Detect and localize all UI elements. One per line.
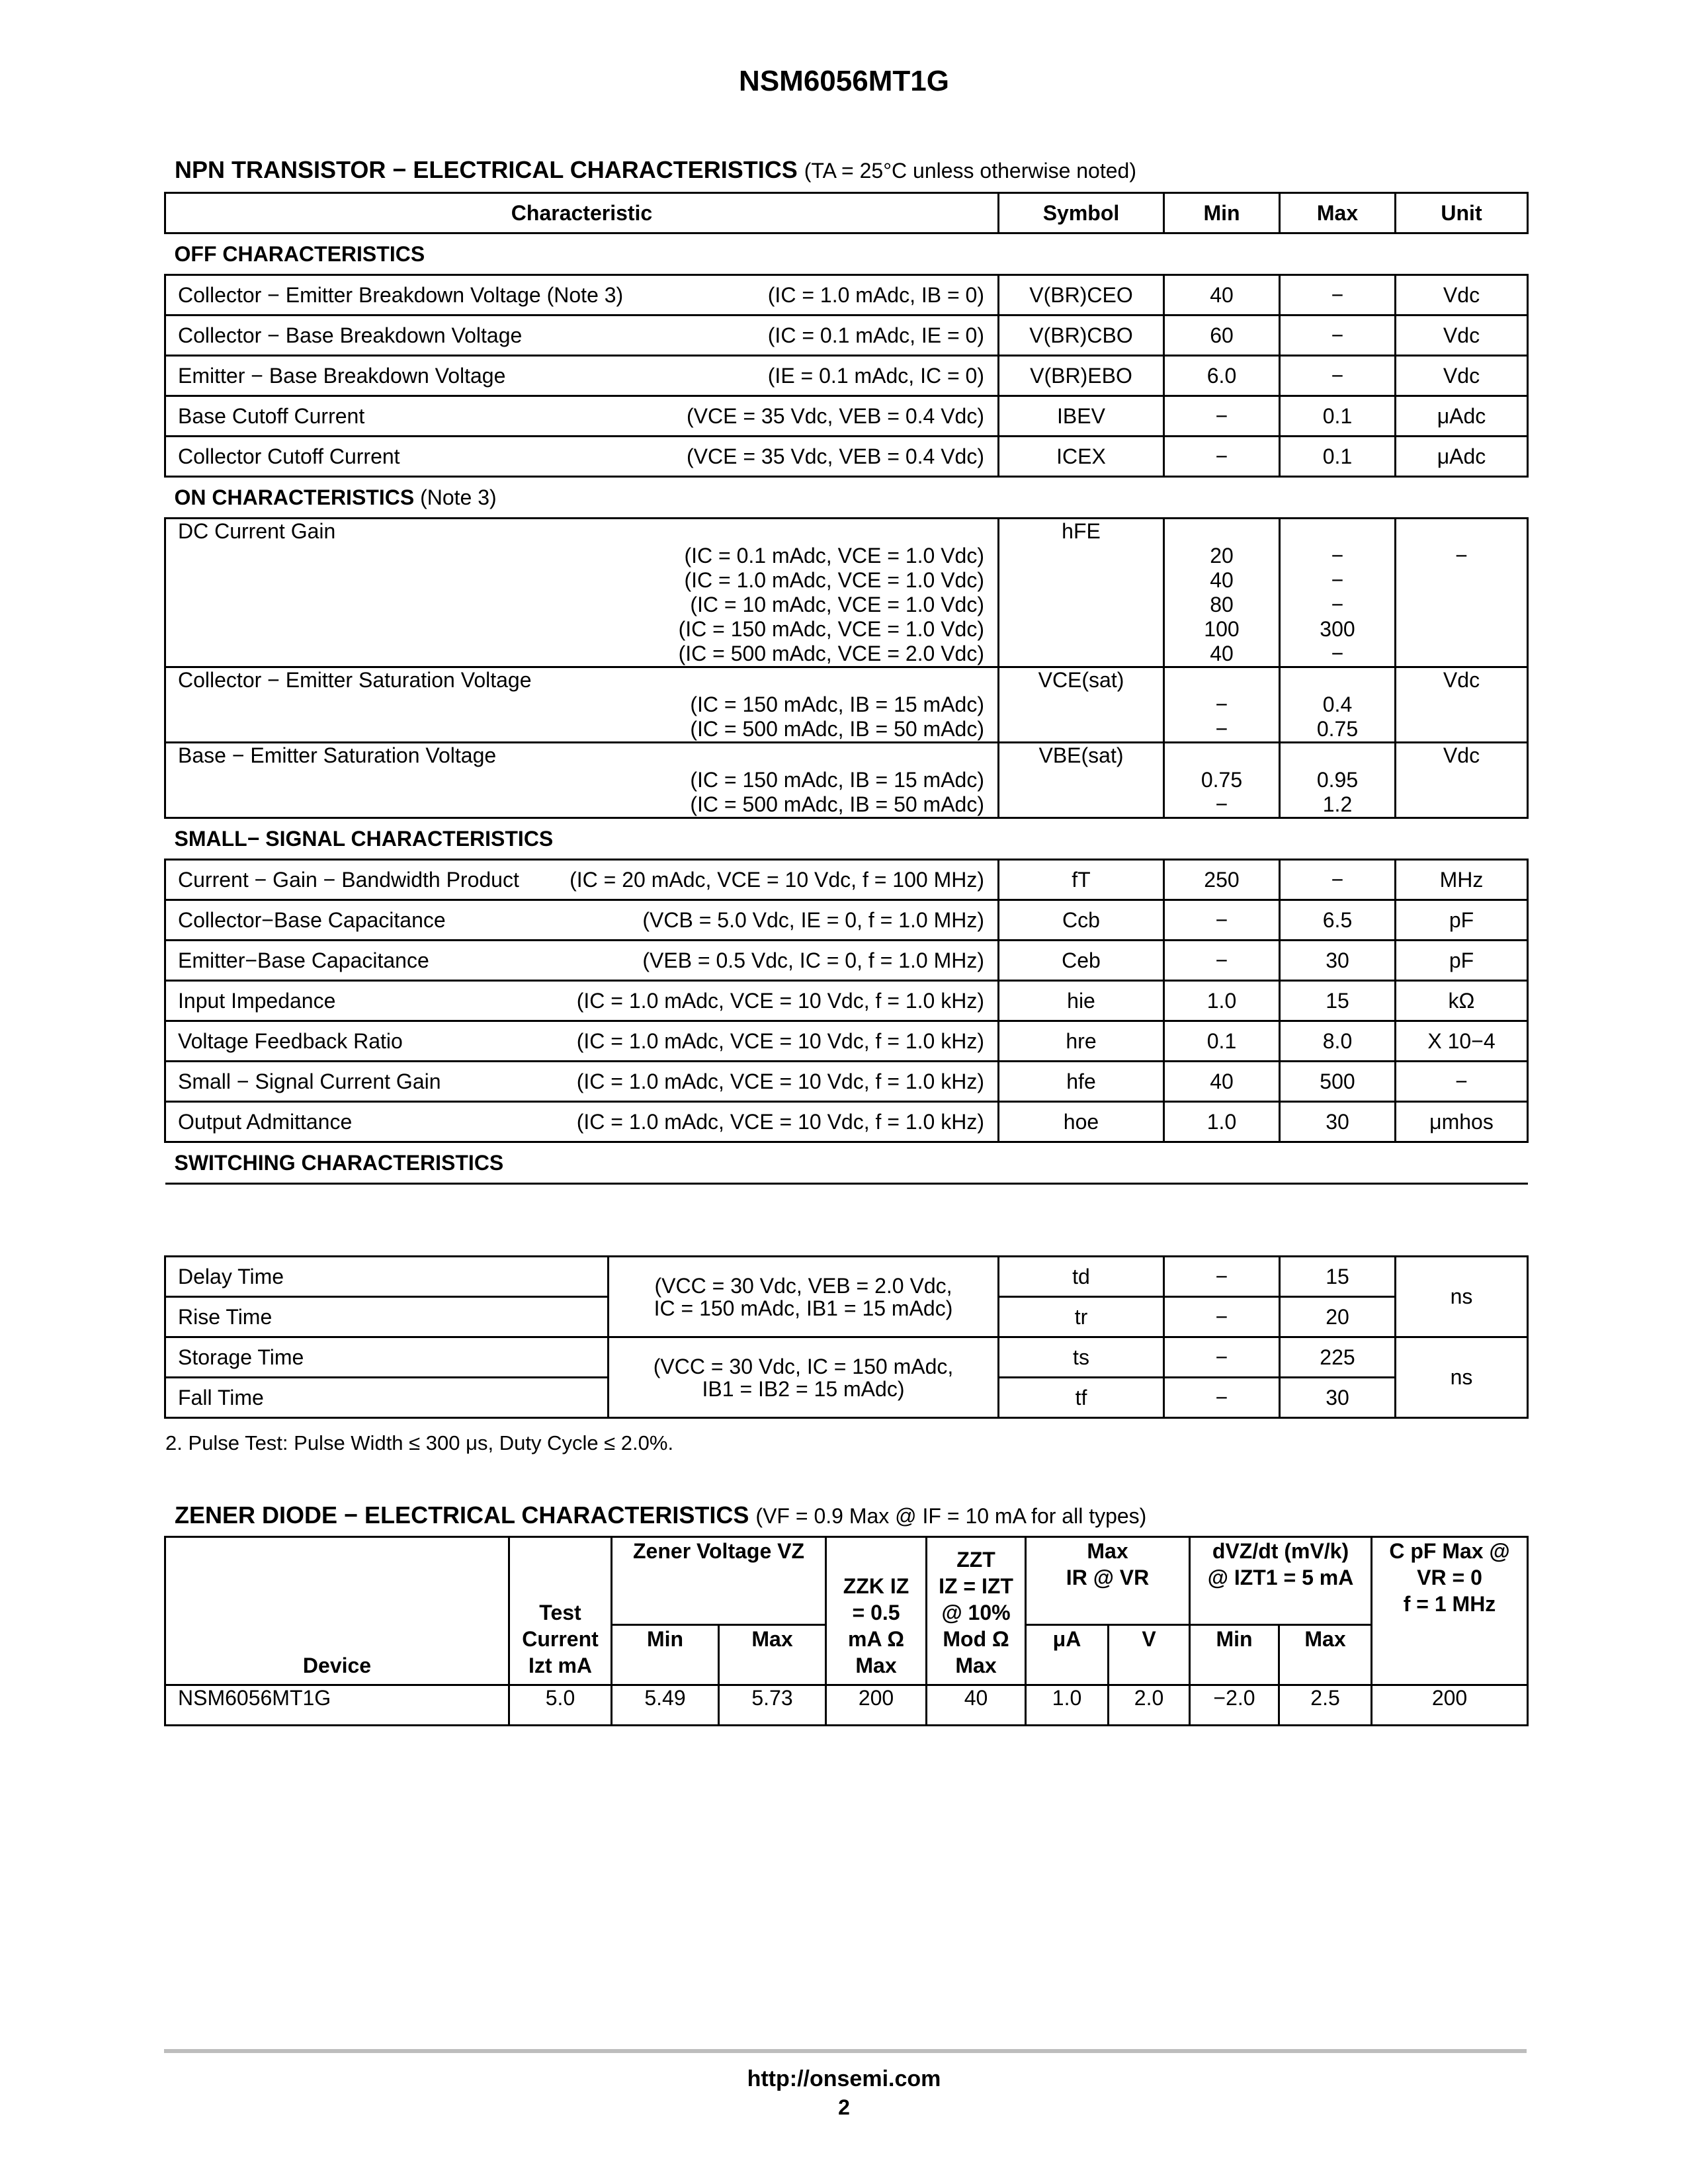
unit: μAdc — [1396, 437, 1528, 477]
zener-col-capacitance: C pF Max @ VR = 0 f = 1 MHz — [1372, 1537, 1528, 1685]
table-row — [165, 981, 1528, 1021]
min: − — [1164, 1378, 1280, 1418]
symbol: V(BR)EBO — [999, 356, 1164, 396]
max: − — [1280, 860, 1396, 900]
min: − — [1215, 792, 1228, 816]
zener-col-ir: Max IR @ VR — [1026, 1537, 1190, 1625]
max: 15 — [1280, 981, 1396, 1021]
footer-url[interactable]: http://onsemi.com — [747, 2066, 941, 2091]
zener-zzt: 40 — [927, 1685, 1026, 1726]
char-cond: (IC = 10 mAdc, VCE = 1.0 Vdc) — [690, 593, 984, 616]
table-row — [165, 1257, 1528, 1297]
switching-heading: SWITCHING CHARACTERISTICS — [165, 1142, 1528, 1184]
unit: ns — [1396, 1257, 1528, 1337]
char-name: Base − Emitter Saturation Voltage — [178, 743, 497, 767]
min: 1.0 — [1164, 981, 1280, 1021]
zener-col-vz-max: Max — [719, 1625, 826, 1685]
unit: − — [1455, 544, 1468, 567]
char-cond: (IC = 0.1 mAdc, IE = 0) — [767, 323, 984, 347]
min: 40 — [1210, 642, 1234, 665]
zener-col-zzk: ZZK IZ = 0.5 mA Ω Max — [826, 1537, 927, 1685]
char-cond: (IC = 1.0 mAdc, IB = 0) — [767, 282, 984, 307]
symbol: td — [999, 1257, 1164, 1297]
char-name: Collector Cutoff Current — [178, 444, 400, 468]
table-row — [165, 437, 1528, 477]
char-name: Collector − Emitter Saturation Voltage — [178, 668, 532, 692]
col-min: Min — [1164, 193, 1280, 233]
max: − — [1280, 315, 1396, 356]
footer-divider — [164, 2049, 1527, 2053]
unit: pF — [1396, 941, 1528, 981]
max: 30 — [1280, 1102, 1396, 1142]
min: 250 — [1164, 860, 1280, 900]
small-signal-heading: SMALL− SIGNAL CHARACTERISTICS — [165, 818, 1528, 860]
max: 0.75 — [1316, 717, 1359, 741]
zener-title-conditions: (VF = 0.9 Max @ IF = 10 mA for all types) — [755, 1504, 1147, 1528]
char-name: Storage Time — [165, 1337, 609, 1378]
zener-dvz-min: −2.0 — [1190, 1685, 1279, 1726]
zener-capacitance: 200 — [1372, 1685, 1528, 1726]
max: − — [1280, 356, 1396, 396]
char-cond: (IC = 150 mAdc, VCE = 1.0 Vdc) — [678, 617, 984, 641]
footnote: 2. Pulse Test: Pulse Width ≤ 300 μs, Duty Cycle ≤ 2.0%. — [165, 1431, 674, 1454]
char-name: Input Impedance — [178, 988, 336, 1013]
max: 500 — [1280, 1062, 1396, 1102]
zener-vz-min: 5.49 — [612, 1685, 719, 1726]
char-name: Base Cutoff Current — [178, 403, 365, 428]
min: − — [1164, 941, 1280, 981]
char-name: DC Current Gain — [178, 519, 336, 543]
min: − — [1164, 900, 1280, 941]
max: 225 — [1280, 1337, 1396, 1378]
symbol: tr — [999, 1297, 1164, 1337]
min: 80 — [1210, 593, 1234, 616]
symbol: hFE — [999, 519, 1164, 667]
table-row — [165, 519, 1528, 667]
unit: X 10−4 — [1396, 1021, 1528, 1062]
zener-title: ZENER DIODE − ELECTRICAL CHARACTERISTICS — [175, 1501, 749, 1529]
zener-zzk: 200 — [826, 1685, 927, 1726]
max: 20 — [1280, 1297, 1396, 1337]
zener-col-ir-ua: μA — [1026, 1625, 1109, 1685]
symbol: VBE(sat) — [999, 743, 1164, 818]
npn-title-conditions: (TA = 25°C unless otherwise noted) — [804, 159, 1136, 183]
char-cond: (IC = 1.0 mAdc, VCE = 10 Vdc, f = 1.0 kHz) — [576, 1029, 984, 1053]
char-cond: (IE = 0.1 mAdc, IC = 0) — [767, 363, 984, 388]
char-cond: (IC = 20 mAdc, VCE = 10 Vdc, f = 100 MHz) — [570, 867, 984, 892]
max: 30 — [1280, 1378, 1396, 1418]
char-name: Fall Time — [165, 1378, 609, 1418]
min: 20 — [1210, 544, 1234, 567]
zener-vz-max: 5.73 — [719, 1685, 826, 1726]
table-row — [165, 1337, 1528, 1378]
symbol: fT — [999, 860, 1164, 900]
min: − — [1215, 693, 1228, 716]
min: 0.75 — [1201, 768, 1243, 792]
zener-col-dvz-max: Max — [1279, 1625, 1372, 1685]
col-characteristic: Characteristic — [165, 193, 999, 233]
min: 40 — [1210, 568, 1234, 592]
zener-vr: 2.0 — [1109, 1685, 1190, 1726]
min: 0.1 — [1164, 1021, 1280, 1062]
page-number: 2 — [838, 2095, 850, 2119]
symbol: hfe — [999, 1062, 1164, 1102]
table-row — [165, 396, 1528, 437]
zener-col-zzt: ZZT IZ = IZT @ 10% Mod Ω Max — [927, 1537, 1026, 1685]
max: 30 — [1280, 941, 1396, 981]
min: − — [1164, 396, 1280, 437]
char-cond: (VCE = 35 Vdc, VEB = 0.4 Vdc) — [687, 444, 984, 468]
unit: Vdc — [1396, 356, 1528, 396]
unit: Vdc — [1396, 667, 1528, 743]
min: 40 — [1164, 1062, 1280, 1102]
max: 1.2 — [1322, 792, 1353, 816]
max: 0.1 — [1280, 437, 1396, 477]
table-row — [165, 900, 1528, 941]
table-row — [165, 275, 1528, 315]
symbol: tf — [999, 1378, 1164, 1418]
char-name: Delay Time — [165, 1257, 609, 1297]
off-heading: OFF CHARACTERISTICS — [165, 233, 1528, 275]
min: − — [1164, 437, 1280, 477]
col-max: Max — [1280, 193, 1396, 233]
symbol: ICEX — [999, 437, 1164, 477]
symbol: V(BR)CBO — [999, 315, 1164, 356]
switching-cond-b: (VCC = 30 Vdc, IC = 150 mAdc, IB1 = IB2 = 15 mAdc) — [609, 1337, 999, 1418]
max: 6.5 — [1280, 900, 1396, 941]
char-name: Small − Signal Current Gain — [178, 1069, 441, 1093]
col-symbol: Symbol — [999, 193, 1164, 233]
table-row — [165, 860, 1528, 900]
char-cond: (IC = 500 mAdc, IB = 50 mAdc) — [690, 717, 984, 741]
max: 300 — [1320, 617, 1355, 641]
char-cond: (IC = 0.1 mAdc, VCE = 1.0 Vdc) — [684, 544, 984, 567]
char-cond: (VCE = 35 Vdc, VEB = 0.4 Vdc) — [687, 403, 984, 428]
unit: Vdc — [1396, 275, 1528, 315]
npn-section-title — [175, 156, 1136, 184]
unit: ns — [1396, 1337, 1528, 1418]
max: − — [1331, 544, 1344, 567]
min: − — [1164, 1257, 1280, 1297]
char-cond: (VCB = 5.0 Vdc, IE = 0, f = 1.0 MHz) — [642, 907, 984, 932]
table-row — [165, 1685, 1528, 1726]
unit: pF — [1396, 900, 1528, 941]
max: − — [1331, 568, 1344, 592]
zener-dvz-max: 2.5 — [1279, 1685, 1372, 1726]
max: − — [1280, 275, 1396, 315]
char-cond: (IC = 150 mAdc, IB = 15 mAdc) — [690, 693, 984, 716]
symbol: V(BR)CEO — [999, 275, 1164, 315]
char-cond: (IC = 500 mAdc, VCE = 2.0 Vdc) — [678, 642, 984, 665]
char-name: Collector − Base Breakdown Voltage — [178, 323, 523, 347]
char-name: Collector − Emitter Breakdown Voltage (Note 3) — [178, 282, 624, 307]
on-heading: ON CHARACTERISTICS (Note 3) — [165, 477, 1528, 519]
char-name: Rise Time — [165, 1297, 609, 1337]
min: − — [1215, 717, 1228, 741]
switching-table — [164, 1255, 1529, 1419]
max: − — [1331, 593, 1344, 616]
symbol: hie — [999, 981, 1164, 1021]
unit: Vdc — [1396, 743, 1528, 818]
zener-device: NSM6056MT1G — [165, 1685, 509, 1726]
min: 1.0 — [1164, 1102, 1280, 1142]
table-row — [165, 667, 1528, 743]
max: 8.0 — [1280, 1021, 1396, 1062]
char-name: Output Admittance — [178, 1109, 353, 1134]
char-cond: (IC = 1.0 mAdc, VCE = 10 Vdc, f = 1.0 kHz) — [576, 1109, 984, 1134]
max: 0.1 — [1280, 396, 1396, 437]
table-row — [165, 743, 1528, 818]
zener-col-dvz-min: Min — [1190, 1625, 1279, 1685]
zener-col-device: Device — [165, 1537, 509, 1685]
zener-col-test-current: Test Current Izt mA — [509, 1537, 612, 1685]
unit: μmhos — [1396, 1102, 1528, 1142]
col-unit: Unit — [1396, 193, 1528, 233]
symbol: Ccb — [999, 900, 1164, 941]
unit: kΩ — [1396, 981, 1528, 1021]
char-cond: (IC = 1.0 mAdc, VCE = 10 Vdc, f = 1.0 kHz) — [576, 1069, 984, 1093]
unit: Vdc — [1396, 315, 1528, 356]
max: 0.95 — [1316, 768, 1359, 792]
page-title: NSM6056MT1G — [739, 65, 949, 97]
min: 6.0 — [1164, 356, 1280, 396]
char-cond: (IC = 150 mAdc, IB = 15 mAdc) — [690, 768, 984, 792]
symbol: ts — [999, 1337, 1164, 1378]
unit: − — [1396, 1062, 1528, 1102]
switching-cond-a: (VCC = 30 Vdc, VEB = 2.0 Vdc, IC = 150 mAdc, IB1 = 15 mAdc) — [609, 1257, 999, 1337]
zener-col-zener-voltage: Zener Voltage VZ — [612, 1537, 826, 1625]
unit: μAdc — [1396, 396, 1528, 437]
char-cond: (IC = 1.0 mAdc, VCE = 10 Vdc, f = 1.0 kHz) — [576, 988, 984, 1013]
min: 60 — [1164, 315, 1280, 356]
table-row — [165, 1102, 1528, 1142]
zener-col-dvz: dVZ/dt (mV/k) @ IZT1 = 5 mA — [1190, 1537, 1372, 1625]
table-row — [165, 1062, 1528, 1102]
max: 0.4 — [1322, 693, 1353, 716]
char-cond: (IC = 1.0 mAdc, VCE = 1.0 Vdc) — [684, 568, 984, 592]
zener-col-vz-min: Min — [612, 1625, 719, 1685]
char-name: Voltage Feedback Ratio — [178, 1029, 403, 1053]
min: − — [1164, 1297, 1280, 1337]
zener-izt: 5.0 — [509, 1685, 612, 1726]
table-row — [165, 356, 1528, 396]
char-cond: (IC = 500 mAdc, IB = 50 mAdc) — [690, 792, 984, 816]
symbol: Ceb — [999, 941, 1164, 981]
npn-table — [164, 192, 1529, 1185]
symbol: hre — [999, 1021, 1164, 1062]
min: 100 — [1204, 617, 1240, 641]
table-row — [165, 1021, 1528, 1062]
npn-title: NPN TRANSISTOR − ELECTRICAL CHARACTERISTICS — [175, 156, 798, 183]
char-name: Emitter − Base Breakdown Voltage — [178, 363, 506, 388]
symbol: hoe — [999, 1102, 1164, 1142]
char-name: Emitter−Base Capacitance — [178, 948, 429, 972]
max: 15 — [1280, 1257, 1396, 1297]
min: 40 — [1164, 275, 1280, 315]
char-cond: (VEB = 0.5 Vdc, IC = 0, f = 1.0 MHz) — [642, 948, 984, 972]
char-name: Current − Gain − Bandwidth Product — [178, 867, 519, 892]
symbol: VCE(sat) — [999, 667, 1164, 743]
symbol: IBEV — [999, 396, 1164, 437]
char-name: Collector−Base Capacitance — [178, 907, 446, 932]
min: − — [1164, 1337, 1280, 1378]
table-row — [165, 941, 1528, 981]
zener-col-vr-v: V — [1109, 1625, 1190, 1685]
zener-section-title — [175, 1501, 1146, 1529]
zener-table — [164, 1536, 1529, 1726]
zener-ir: 1.0 — [1026, 1685, 1109, 1726]
max: − — [1331, 642, 1344, 665]
unit: MHz — [1396, 860, 1528, 900]
table-row — [165, 315, 1528, 356]
